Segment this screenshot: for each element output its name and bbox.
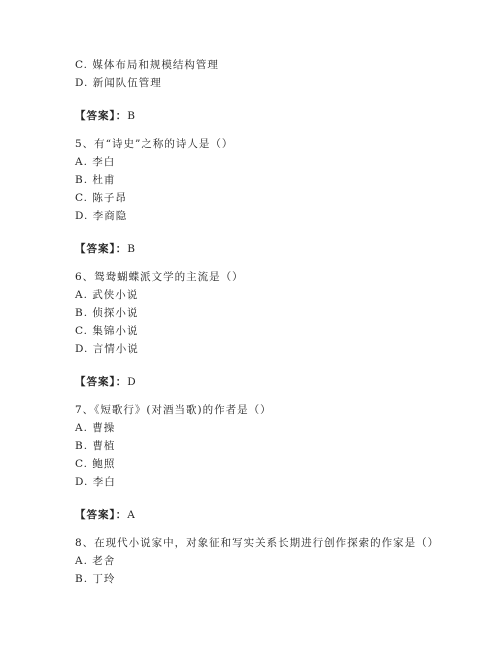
option-b: B. 曹植 bbox=[75, 440, 116, 452]
answer-value: A bbox=[127, 509, 136, 521]
answer-label: 【答案】： bbox=[75, 376, 128, 388]
option-c: C. 集锦小说 bbox=[75, 325, 139, 337]
answer-value: B bbox=[127, 243, 136, 255]
option-c: C. 陈子昂 bbox=[75, 192, 127, 204]
question-stem: 6、鸳鸯蝴蝶派文学的主流是（） bbox=[75, 271, 244, 283]
option-c: C. 媒体布局和规模结构管理 bbox=[75, 59, 219, 71]
option-d: D. 言情小说 bbox=[75, 343, 139, 355]
option-b: B. 侦探小说 bbox=[75, 307, 139, 319]
option-a: A. 李白 bbox=[75, 156, 116, 168]
question-stem: 5、有“诗史”之称的诗人是（） bbox=[75, 138, 234, 150]
answer-value: D bbox=[127, 376, 137, 388]
option-d: D. 新闻队伍管理 bbox=[75, 77, 162, 89]
option-b: B. 丁玲 bbox=[75, 573, 116, 585]
question-stem: 7、《短歌行》(对酒当歌)的作者是（） bbox=[75, 404, 272, 416]
document-page bbox=[75, 56, 440, 588]
question-stem: 8、在现代小说家中，对象征和写实关系长期进行创作探索的作家是（） bbox=[75, 537, 440, 549]
answer-line bbox=[75, 506, 435, 524]
option-b: B. 杜甫 bbox=[75, 174, 116, 186]
option-c: C. 鲍照 bbox=[75, 458, 116, 470]
answer-line bbox=[75, 107, 435, 125]
option-a: A. 曹操 bbox=[75, 422, 116, 434]
answer-line bbox=[75, 240, 435, 258]
option-a: A. 老舍 bbox=[75, 555, 116, 567]
answer-label: 【答案】： bbox=[75, 110, 128, 122]
option-d: D. 李白 bbox=[75, 476, 116, 488]
answer-value: B bbox=[127, 110, 136, 122]
answer-label: 【答案】： bbox=[75, 243, 128, 255]
answer-line bbox=[75, 373, 435, 391]
answer-label: 【答案】： bbox=[75, 509, 128, 521]
option-a: A. 武侠小说 bbox=[75, 289, 139, 301]
option-d: D. 李商隐 bbox=[75, 210, 128, 222]
